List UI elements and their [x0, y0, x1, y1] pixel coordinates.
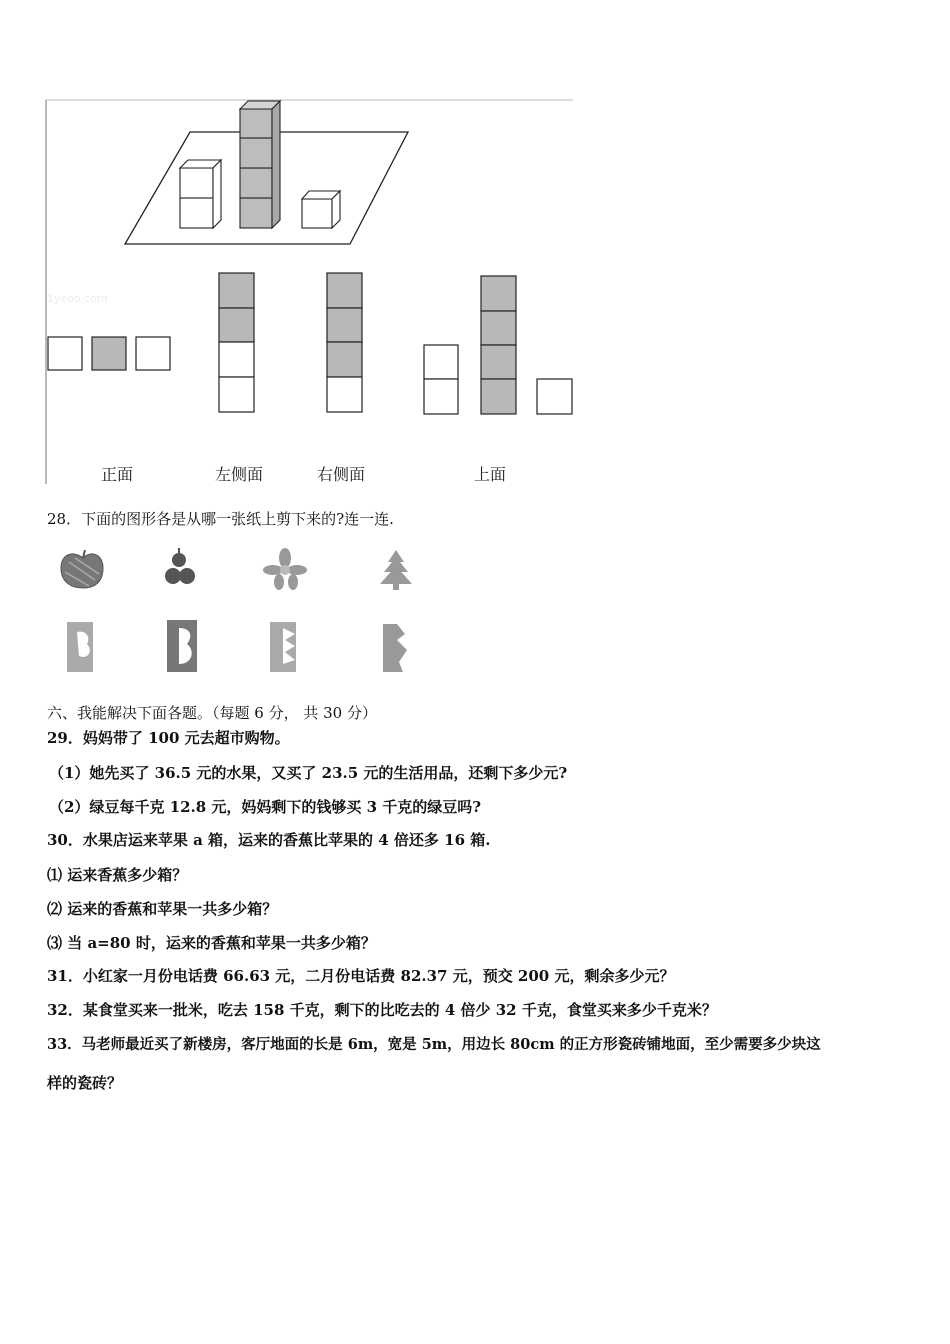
- q30-sub2: ⑵ 运来的香蕉和苹果一共多少箱？: [47, 900, 278, 918]
- flower-shape: [263, 548, 307, 590]
- q33-line1: 33．马老师最近买了新楼房，客厅地面的长是 6m，宽是 5m，用边长 80cm 的正方形瓷砖铺地面，至少需要多少块这: [47, 1036, 821, 1053]
- q32-text: 32．某食堂买来一批米，吃去 158 千克，剩下的比吃去的 4 倍少 32 千克，食堂买来多少千克米？: [47, 1001, 717, 1019]
- label-left: 左侧面: [215, 465, 264, 484]
- q29-sub1: （1）她先买了 36.5 元的水果，又买了 23.5 元的生活用品，还剩下多少元?: [49, 764, 568, 782]
- gourd-shape: [165, 548, 195, 584]
- paper-apple-hole: [67, 622, 93, 672]
- section6-title: 六、我能解决下面各题。（每题 6 分， 共 30 分）: [47, 704, 377, 722]
- q29-sub2: （2）绿豆每千克 12.8 元，妈妈剩下的钱够买 3 千克的绿豆吗?: [49, 798, 482, 816]
- paper-tree-hole: [383, 624, 409, 672]
- q30-sub1: ⑴ 运来香蕉多少箱？: [47, 866, 188, 884]
- q30-stem: 30．水果店运来苹果 a 箱，运来的香蕉比苹果的 4 倍还多 16 箱.: [47, 831, 491, 849]
- cutout-figure: [45, 540, 445, 690]
- view-front: [48, 337, 170, 370]
- label-front: 正面: [101, 465, 134, 484]
- q29-stem: 29．妈妈带了 100 元去超市购物。: [47, 729, 290, 747]
- q33-line2: 样的瓷砖？: [47, 1074, 123, 1092]
- watermark: 1yeoo.com: [47, 292, 108, 305]
- cube-stack-middle: [240, 101, 280, 228]
- label-top: 上面: [474, 465, 507, 484]
- q28-text: 28．下面的图形各是从哪一张纸上剪下来的?连一连.: [47, 510, 394, 528]
- label-right: 右侧面: [317, 465, 366, 484]
- view-top: [424, 276, 572, 414]
- view-right: [327, 273, 362, 412]
- cube-stack-left: [180, 160, 221, 228]
- tree-shape: [380, 550, 412, 590]
- q30-sub3: ⑶ 当 a=80 时，运来的香蕉和苹果一共多少箱？: [47, 934, 376, 952]
- cube-single-right: [302, 191, 340, 228]
- cube-views-svg: [45, 98, 575, 484]
- cube-views-figure: [45, 98, 575, 484]
- q31-text: 31．小红家一月份电话费 66.63 元，二月份电话费 82.37 元，预交 200 元，剩余多少元？: [47, 967, 675, 985]
- paper-gourd-hole: [167, 620, 197, 672]
- view-left: [219, 273, 254, 412]
- paper-flower-hole: [270, 622, 296, 672]
- apple-shape: [61, 550, 103, 588]
